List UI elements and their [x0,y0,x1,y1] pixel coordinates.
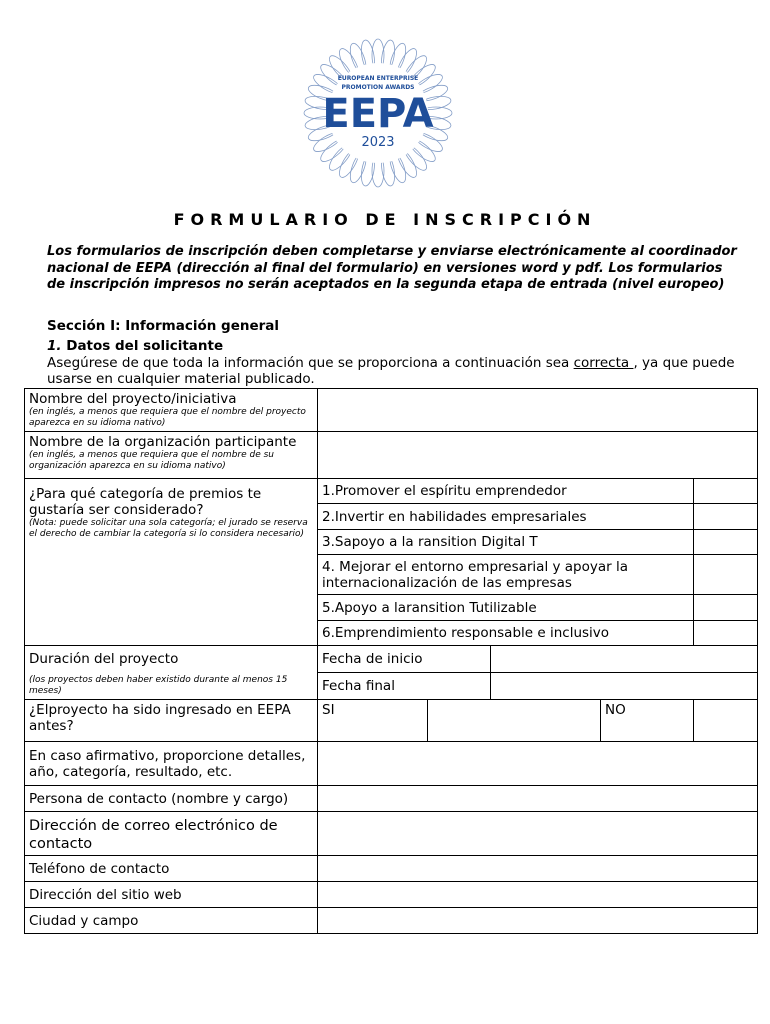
category-checkbox-2[interactable] [694,504,758,530]
category-hint: (Nota: puede solicitar una sola categoría; el jurado se reserva el derecho de cambiar la categoría si lo considera necesario) [29,518,308,539]
organization-label-cell [25,432,318,479]
category-label: ¿Para qué categoría de premios te gustaría ser considerado? [29,486,262,518]
project-name-label: Nombre del proyecto/iniciativa [29,391,237,407]
contact-person-label: Persona de contacto (nombre y cargo) [25,786,318,812]
table-row [25,742,758,786]
page-title: FORMULARIO DE INSCRIPCIÓN [173,210,597,229]
table-row [25,389,758,432]
table-row [25,908,758,934]
intro-paragraph: Los formularios de inscripción deben completarse y enviarse electrónicamente al coordinador nacional de EEPA (dirección al final del formulario) en versiones word y pdf. Los formularios de inscripción impresos no serán aceptados en la segunda etapa de entrada (nivel europeo) [47,244,737,292]
project-name-input[interactable] [318,389,758,432]
subsection-number: 1. [47,338,62,354]
previous-no-label: NO [601,700,694,742]
start-date-input[interactable] [491,646,758,673]
section-heading: Sección I: Información general [47,318,280,334]
note-text-before: Asegúrese de que toda la información que se proporciona a continuación sea [47,355,574,371]
organization-hint: (en inglés, a menos que requiera que el nombre de su organización aparezca en su idioma nativo) [29,450,275,471]
category-label-cell [25,479,318,646]
category-option-1: 1.Promover el espíritu emprendedor [318,479,694,504]
email-input[interactable] [318,812,758,856]
category-option-6: 6.Emprendimiento responsable e inclusivo [318,621,694,646]
category-checkbox-1[interactable] [694,479,758,504]
city-input[interactable] [318,908,758,934]
previous-no-checkbox[interactable] [694,700,758,742]
table-row [25,786,758,812]
website-input[interactable] [318,882,758,908]
table-row [25,646,758,673]
table-row [25,812,758,856]
previous-yes-checkbox[interactable] [428,700,601,742]
table-row [25,700,758,742]
logo-line1: EUROPEAN ENTERPRISE [337,75,419,82]
subsection-title: Datos del solicitante [66,338,224,354]
project-name-label-cell [25,389,318,432]
phone-input[interactable] [318,856,758,882]
subsection-heading [47,338,223,354]
logo-line2: PROMOTION AWARDS [341,84,415,91]
organization-input[interactable] [318,432,758,479]
duration-label-cell [25,646,318,700]
applicant-form-table [24,388,758,934]
note-text-after: , ya que puede usarse en cualquier material publicado. [47,355,735,387]
start-date-label: Fecha de inicio [318,646,491,673]
email-label: Dirección de correo electrónico de contacto [25,812,318,856]
category-option-3: 3.Sapoyo a la ransition Digital T [318,530,694,555]
duration-hint: (los proyectos deben haber existido durante al menos 15 meses) [29,675,288,696]
previous-entry-label: ¿Elproyecto ha sido ingresado en EEPA antes? [25,700,318,742]
logo-acronym: EEPA [322,91,434,137]
table-row [25,856,758,882]
category-checkbox-4[interactable] [694,555,758,595]
organization-label: Nombre de la organización participante [29,434,297,450]
category-checkbox-5[interactable] [694,595,758,621]
details-label: En caso afirmativo, proporcione detalles, año, categoría, resultado, etc. [25,742,318,786]
table-row [25,479,758,504]
category-option-5: 5.Apoyo a laransition Tutilizable [318,595,694,621]
website-label: Dirección del sitio web [25,882,318,908]
phone-label: Teléfono de contacto [25,856,318,882]
city-label: Ciudad y campo [25,908,318,934]
logo-year: 2023 [361,135,395,150]
end-date-input[interactable] [491,673,758,700]
project-name-hint: (en inglés, a menos que requiera que el nombre del proyecto aparezca en su idioma nativo) [29,407,306,428]
accuracy-note [47,355,737,387]
note-underlined: correcta [573,355,634,371]
end-date-label: Fecha final [318,673,491,700]
previous-yes-label: SI [318,700,428,742]
category-option-2: 2.Invertir en habilidades empresariales [318,504,694,530]
details-input[interactable] [318,742,758,786]
eepa-logo [303,38,453,188]
contact-person-input[interactable] [318,786,758,812]
table-row [25,432,758,479]
category-option-4: 4. Mejorar el entorno empresarial y apoyar la internacionalización de las empresas [318,555,694,595]
table-row [25,882,758,908]
eepa-logo-graphic [303,38,453,188]
duration-label: Duración del proyecto [29,651,179,667]
category-checkbox-6[interactable] [694,621,758,646]
category-checkbox-3[interactable] [694,530,758,555]
